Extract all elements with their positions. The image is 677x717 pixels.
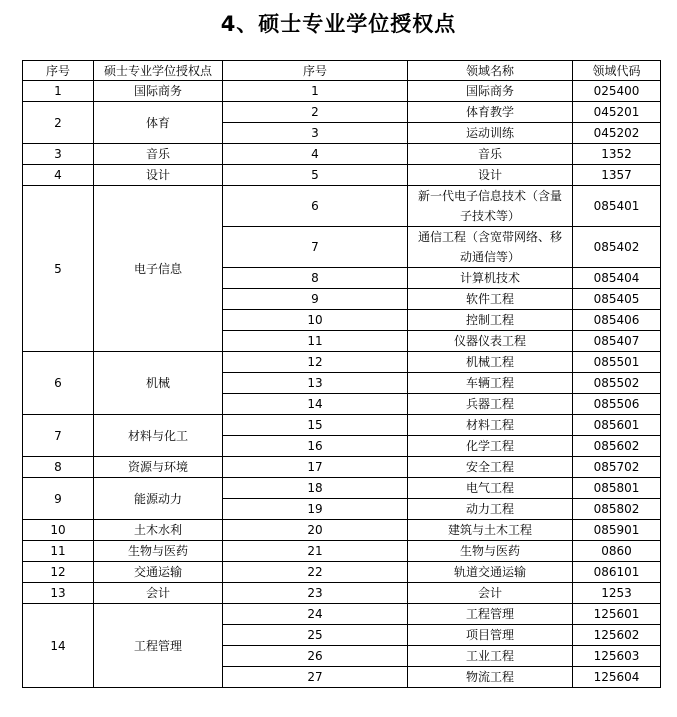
- field-number-cell: 22: [223, 562, 408, 583]
- field-name-text: 新一代电子信息技术（含量子技术等）: [417, 189, 562, 223]
- field-code-cell: 085901: [573, 520, 661, 541]
- field-code-cell: 085502: [573, 373, 661, 394]
- header-field-code: 领域代码: [573, 61, 661, 81]
- group-index-cell: 7: [23, 415, 94, 457]
- table-body: [23, 81, 661, 688]
- field-name-cell: 会计: [408, 583, 573, 604]
- field-number-cell: 14: [223, 394, 408, 415]
- field-name-cell: 兵器工程: [408, 394, 573, 415]
- group-index-cell: 1: [23, 81, 94, 102]
- group-index-cell: 9: [23, 478, 94, 520]
- field-code-cell: 085506: [573, 394, 661, 415]
- field-number-cell: 8: [223, 268, 408, 289]
- group-index-cell: 10: [23, 520, 94, 541]
- field-name-cell: 软件工程: [408, 289, 573, 310]
- program-name-cell: 设计: [94, 165, 223, 186]
- table-header-row: [23, 61, 661, 81]
- field-code-cell: 085501: [573, 352, 661, 373]
- field-code-cell: 1352: [573, 144, 661, 165]
- field-code-cell: 0860: [573, 541, 661, 562]
- field-name-cell: 国际商务: [408, 81, 573, 102]
- group-index-cell: 4: [23, 165, 94, 186]
- field-code-cell: 086101: [573, 562, 661, 583]
- table-row: [23, 520, 661, 541]
- field-name-cell: 材料工程: [408, 415, 573, 436]
- page-title: 4、硕士专业学位授权点: [220, 12, 457, 36]
- field-number-cell: 12: [223, 352, 408, 373]
- field-number-cell: 6: [223, 186, 408, 227]
- field-name-cell: 车辆工程: [408, 373, 573, 394]
- field-number-cell: 27: [223, 667, 408, 688]
- field-name-cell: [408, 227, 573, 268]
- field-name-cell: 计算机技术: [408, 268, 573, 289]
- field-number-cell: 25: [223, 625, 408, 646]
- field-code-cell: 085401: [573, 186, 661, 227]
- field-number-cell: 13: [223, 373, 408, 394]
- program-name-cell: 材料与化工: [94, 415, 223, 457]
- field-number-cell: 16: [223, 436, 408, 457]
- program-name-cell: 电子信息: [94, 186, 223, 352]
- field-code-cell: 085702: [573, 457, 661, 478]
- field-number-cell: 19: [223, 499, 408, 520]
- table-row: [23, 457, 661, 478]
- field-number-cell: 26: [223, 646, 408, 667]
- field-name-cell: 控制工程: [408, 310, 573, 331]
- field-number-cell: 3: [223, 123, 408, 144]
- field-code-cell: 085402: [573, 227, 661, 268]
- group-index-cell: 14: [23, 604, 94, 688]
- group-index-cell: 13: [23, 583, 94, 604]
- group-index-cell: 11: [23, 541, 94, 562]
- field-name-cell: 轨道交通运输: [408, 562, 573, 583]
- table-row: [23, 541, 661, 562]
- table-row: [23, 415, 661, 436]
- field-code-cell: 085602: [573, 436, 661, 457]
- group-index-cell: 2: [23, 102, 94, 144]
- field-number-cell: 24: [223, 604, 408, 625]
- field-number-cell: 20: [223, 520, 408, 541]
- table-row: [23, 102, 661, 123]
- program-name-cell: 生物与医药: [94, 541, 223, 562]
- field-code-cell: 045201: [573, 102, 661, 123]
- field-code-cell: 085406: [573, 310, 661, 331]
- field-number-cell: 18: [223, 478, 408, 499]
- field-code-cell: 085405: [573, 289, 661, 310]
- header-index: 序号: [23, 61, 94, 81]
- header-field-name: 领域名称: [408, 61, 573, 81]
- program-name-cell: 土木水利: [94, 520, 223, 541]
- group-index-cell: 8: [23, 457, 94, 478]
- field-number-cell: 15: [223, 415, 408, 436]
- field-code-cell: 1357: [573, 165, 661, 186]
- field-name-text: 通信工程（含宽带网络、移动通信等）: [417, 230, 562, 264]
- field-name-cell: 工业工程: [408, 646, 573, 667]
- header-program: 硕士专业学位授权点: [94, 61, 223, 81]
- field-code-cell: 125601: [573, 604, 661, 625]
- field-name-cell: 项目管理: [408, 625, 573, 646]
- field-code-cell: 045202: [573, 123, 661, 144]
- field-name-cell: 化学工程: [408, 436, 573, 457]
- field-name-cell: 动力工程: [408, 499, 573, 520]
- program-name-cell: 能源动力: [94, 478, 223, 520]
- field-name-cell: 物流工程: [408, 667, 573, 688]
- table-row: [23, 186, 661, 227]
- field-name-cell: 仪器仪表工程: [408, 331, 573, 352]
- field-name-cell: 音乐: [408, 144, 573, 165]
- field-number-cell: 11: [223, 331, 408, 352]
- field-code-cell: 085601: [573, 415, 661, 436]
- field-name-cell: 机械工程: [408, 352, 573, 373]
- program-name-cell: 体育: [94, 102, 223, 144]
- program-name-cell: 工程管理: [94, 604, 223, 688]
- field-name-cell: 工程管理: [408, 604, 573, 625]
- field-code-cell: 085801: [573, 478, 661, 499]
- table-row: [23, 478, 661, 499]
- field-code-cell: 085407: [573, 331, 661, 352]
- group-index-cell: 6: [23, 352, 94, 415]
- field-number-cell: 4: [223, 144, 408, 165]
- program-name-cell: 机械: [94, 352, 223, 415]
- field-name-cell: 运动训练: [408, 123, 573, 144]
- field-code-cell: 025400: [573, 81, 661, 102]
- field-number-cell: 1: [223, 81, 408, 102]
- field-name-cell: 建筑与土木工程: [408, 520, 573, 541]
- field-number-cell: 21: [223, 541, 408, 562]
- program-name-cell: 交通运输: [94, 562, 223, 583]
- field-name-cell: 电气工程: [408, 478, 573, 499]
- table-row: [23, 165, 661, 186]
- field-number-cell: 23: [223, 583, 408, 604]
- program-name-cell: 音乐: [94, 144, 223, 165]
- group-index-cell: 3: [23, 144, 94, 165]
- field-name-cell: 设计: [408, 165, 573, 186]
- table-row: [23, 583, 661, 604]
- field-name-cell: [408, 186, 573, 227]
- group-index-cell: 5: [23, 186, 94, 352]
- field-number-cell: 9: [223, 289, 408, 310]
- table-row: [23, 604, 661, 625]
- table-row: [23, 81, 661, 102]
- field-code-cell: 125602: [573, 625, 661, 646]
- program-name-cell: 会计: [94, 583, 223, 604]
- program-name-cell: 国际商务: [94, 81, 223, 102]
- field-code-cell: 085404: [573, 268, 661, 289]
- field-number-cell: 7: [223, 227, 408, 268]
- field-name-cell: 生物与医药: [408, 541, 573, 562]
- field-number-cell: 10: [223, 310, 408, 331]
- table-row: [23, 562, 661, 583]
- group-index-cell: 12: [23, 562, 94, 583]
- field-number-cell: 2: [223, 102, 408, 123]
- table-row: [23, 352, 661, 373]
- program-name-cell: 资源与环境: [94, 457, 223, 478]
- table-row: [23, 144, 661, 165]
- field-name-cell: 安全工程: [408, 457, 573, 478]
- header-field-number: 序号: [223, 61, 408, 81]
- field-number-cell: 5: [223, 165, 408, 186]
- field-code-cell: 1253: [573, 583, 661, 604]
- field-code-cell: 125604: [573, 667, 661, 688]
- field-number-cell: 17: [223, 457, 408, 478]
- field-name-cell: 体育教学: [408, 102, 573, 123]
- field-code-cell: 125603: [573, 646, 661, 667]
- degree-table: [22, 60, 661, 688]
- field-code-cell: 085802: [573, 499, 661, 520]
